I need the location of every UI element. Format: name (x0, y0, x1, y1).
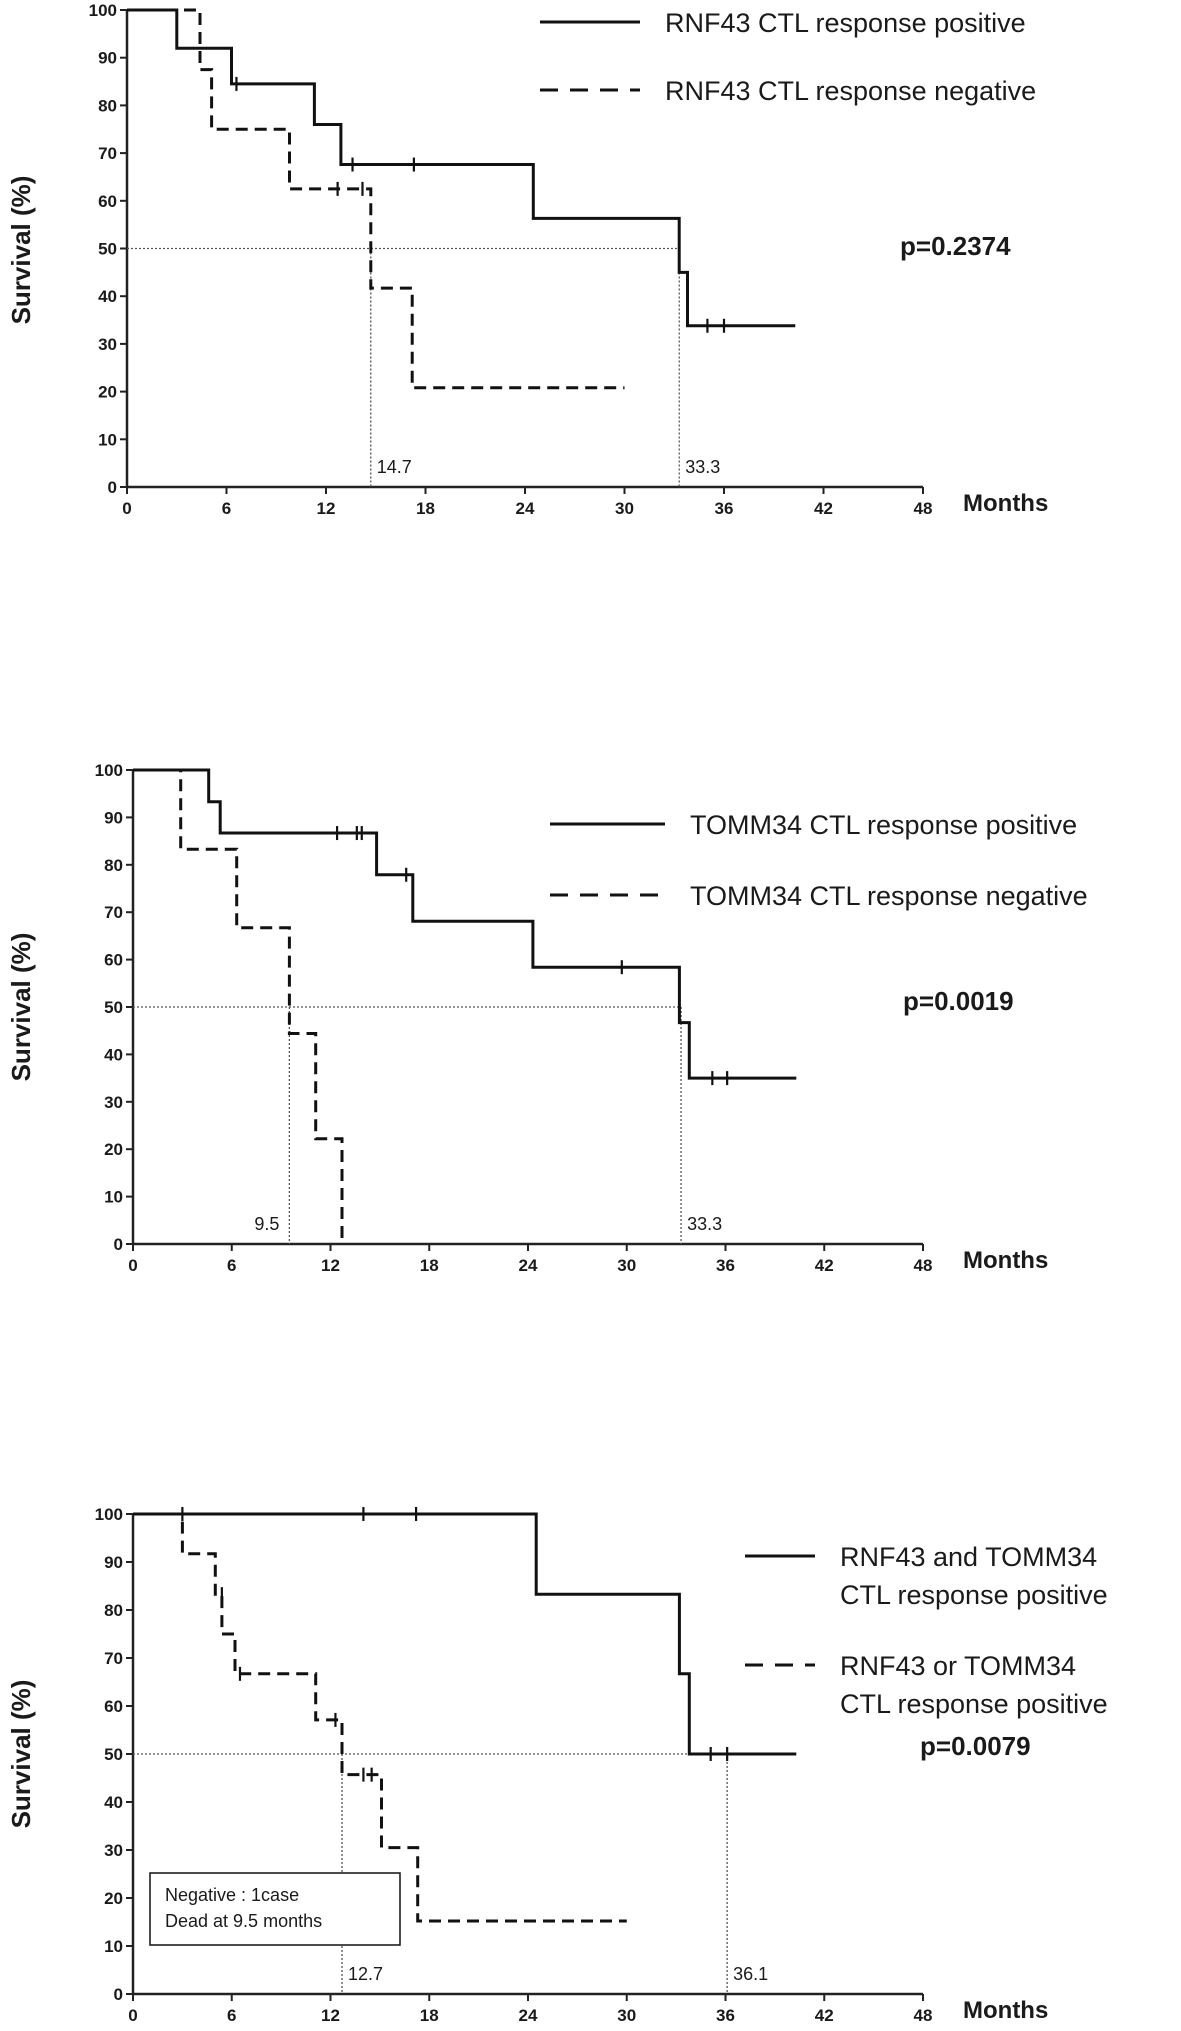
x-axis-label: Months (963, 1247, 1049, 1274)
x-tick-label: 48 (913, 2006, 933, 2025)
y-tick-label: 80 (104, 1601, 123, 1620)
y-tick-label: 0 (107, 478, 117, 497)
legend-label: RNF43 and TOMM34 (840, 1542, 1098, 1572)
x-tick-label: 24 (515, 499, 535, 518)
x-tick-label: 12 (321, 1256, 340, 1275)
y-tick-label: 60 (98, 191, 117, 211)
series-line-negative (133, 1514, 627, 1921)
chart-panel-1 (6, 1, 1048, 518)
x-tick-label: 0 (128, 2006, 138, 2025)
x-tick-label: 36 (716, 1256, 735, 1275)
y-tick-label: 20 (104, 1889, 123, 1908)
y-tick-label: 10 (104, 1937, 123, 1956)
annotation-text: Dead at 9.5 months (165, 1911, 323, 1931)
y-tick-label: 30 (104, 1092, 123, 1112)
x-tick-label: 18 (419, 2006, 439, 2025)
y-tick-label: 90 (98, 48, 117, 68)
median-label: 33.3 (685, 457, 721, 477)
y-tick-label: 90 (104, 808, 123, 828)
annotation-text: Negative : 1case (165, 1885, 300, 1905)
x-tick-label: 6 (227, 2006, 237, 2025)
y-tick-label: 50 (104, 998, 123, 1017)
x-tick-label: 30 (617, 1256, 637, 1275)
y-tick-label: 70 (104, 1649, 123, 1668)
x-tick-label: 6 (221, 499, 232, 518)
legend-label: CTL response positive (840, 1580, 1108, 1610)
chart-panel-2 (6, 761, 1088, 1275)
x-tick-label: 6 (227, 1256, 237, 1275)
y-tick-label: 10 (98, 430, 117, 450)
y-tick-label: 40 (104, 1045, 123, 1065)
x-tick-label: 18 (419, 1256, 439, 1275)
legend-label: RNF43 or TOMM34 (840, 1651, 1077, 1681)
y-tick-label: 20 (98, 382, 117, 402)
y-tick-label: 80 (98, 96, 117, 116)
y-tick-label: 60 (104, 1697, 123, 1716)
x-tick-label: 18 (416, 499, 435, 518)
y-tick-label: 70 (98, 144, 117, 164)
x-tick-label: 24 (518, 1256, 538, 1275)
median-label: 36.1 (733, 1964, 769, 1984)
p-value: p=0.0079 (920, 1731, 1031, 1761)
y-tick-label: 50 (104, 1745, 123, 1764)
y-tick-label: 30 (98, 334, 117, 354)
y-tick-label: 0 (113, 1985, 123, 2004)
median-label: 12.7 (348, 1964, 384, 1984)
legend-label: CTL response positive (840, 1689, 1108, 1719)
x-tick-label: 30 (615, 499, 634, 518)
x-tick-label: 42 (814, 2006, 834, 2025)
annotation-box (150, 1873, 400, 1945)
median-label: 33.3 (687, 1214, 723, 1234)
x-tick-label: 0 (122, 499, 132, 518)
x-tick-label: 48 (913, 1256, 933, 1275)
x-axis-label: Months (963, 1997, 1049, 2024)
x-tick-label: 36 (716, 2006, 735, 2025)
y-tick-label: 20 (104, 1140, 123, 1160)
y-tick-label: 100 (94, 1505, 123, 1524)
legend-label: RNF43 CTL response positive (665, 8, 1026, 38)
median-label: 9.5 (254, 1214, 280, 1234)
x-tick-label: 24 (518, 2006, 538, 2025)
y-tick-label: 100 (94, 761, 123, 780)
x-tick-label: 42 (814, 1256, 834, 1275)
p-value: p=0.2374 (900, 231, 1011, 261)
legend-label: TOMM34 CTL response positive (690, 810, 1078, 840)
x-axis-label: Months (963, 490, 1049, 517)
y-tick-label: 10 (104, 1187, 123, 1207)
chart-panel-3 (6, 1505, 1108, 2025)
x-tick-label: 30 (617, 2006, 637, 2025)
series-line-negative (127, 10, 625, 388)
x-tick-label: 0 (128, 1256, 138, 1275)
legend-label: RNF43 CTL response negative (665, 76, 1037, 106)
y-tick-label: 90 (104, 1553, 123, 1572)
y-tick-label: 40 (98, 287, 117, 307)
x-tick-label: 12 (321, 2006, 340, 2025)
y-axis-label: Survival (%) (6, 1679, 36, 1829)
series-line-positive (127, 10, 795, 326)
x-tick-label: 48 (913, 499, 933, 518)
x-tick-label: 42 (814, 499, 833, 518)
y-tick-label: 40 (104, 1793, 123, 1812)
median-label: 14.7 (376, 457, 412, 477)
y-axis-label: Survival (%) (6, 932, 36, 1082)
x-tick-label: 12 (316, 499, 336, 518)
y-tick-label: 80 (104, 855, 123, 875)
y-tick-label: 50 (98, 239, 117, 259)
y-tick-label: 0 (113, 1235, 123, 1254)
p-value: p=0.0019 (903, 986, 1014, 1016)
y-tick-label: 30 (104, 1841, 123, 1860)
y-tick-label: 100 (88, 1, 117, 20)
y-tick-label: 60 (104, 950, 123, 970)
legend-label: TOMM34 CTL response negative (690, 881, 1088, 911)
y-axis-label: Survival (%) (6, 175, 36, 325)
y-tick-label: 70 (104, 903, 123, 923)
x-tick-label: 36 (714, 499, 734, 518)
